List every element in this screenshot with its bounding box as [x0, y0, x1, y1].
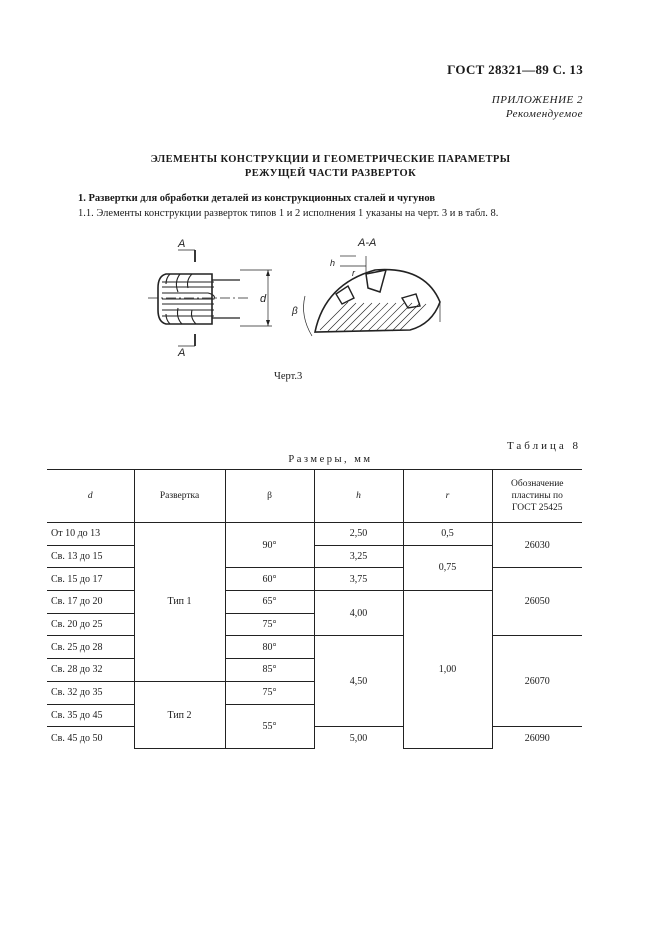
document-title	[0, 153, 661, 181]
appendix-title: ПРИЛОЖЕНИЕ 2	[491, 94, 583, 106]
cell-beta: 60°	[225, 568, 314, 591]
section-hatching	[320, 302, 426, 331]
col-header-h: h	[314, 470, 403, 523]
table-row	[47, 568, 582, 591]
cell-d: Св. 35 до 45	[47, 704, 134, 727]
col-header-d: d	[47, 470, 134, 523]
cell-beta: 80°	[225, 636, 314, 659]
table-row	[47, 727, 582, 749]
cell-h: 4,00	[314, 591, 403, 636]
cell-d: Св. 32 до 35	[47, 681, 134, 704]
cell-r: 1,00	[403, 591, 492, 749]
cell-d: Св. 20 до 25	[47, 613, 134, 636]
cell-beta: 75°	[225, 613, 314, 636]
cell-d: Св. 17 до 20	[47, 591, 134, 614]
cutting-insert	[366, 270, 386, 292]
cell-r: 0,5	[403, 523, 492, 546]
cell-h: 3,75	[314, 568, 403, 591]
cell-type: Тип 1	[134, 523, 225, 682]
document-title-line1: ЭЛЕМЕНТЫ КОНСТРУКЦИИ И ГЕОМЕТРИЧЕСКИЕ ПАРАМЕТРЫ	[150, 154, 511, 165]
reamer-drawing	[140, 232, 450, 362]
cell-plate: 26030	[492, 523, 582, 568]
cell-type: Тип 2	[134, 681, 225, 749]
cell-plate: 26090	[524, 732, 550, 744]
label-r: r	[352, 268, 355, 278]
cell-beta: 90°	[225, 523, 314, 568]
label-a-top: A	[178, 238, 186, 250]
appendix-status: Рекомендуемое	[505, 108, 583, 120]
cell-h: 5,00	[314, 727, 403, 749]
appendix-block	[492, 93, 583, 121]
col-header-razvertka: Развертка	[134, 470, 225, 523]
cell-h: 3,25	[314, 545, 403, 568]
cell-beta: 75°	[225, 681, 314, 704]
cell-r: 0,75	[403, 545, 492, 590]
table-dims-label: Размеры, мм	[288, 454, 373, 465]
label-d: d	[260, 293, 267, 305]
col-header-plate	[492, 470, 582, 523]
cell-d: Св. 45 до 50	[47, 727, 134, 749]
section-heading: 1. Развертки для обработки деталей из конструкционных сталей и чугунов	[78, 193, 435, 204]
gost-header: ГОСТ 28321—89 С. 13	[447, 62, 583, 77]
paragraph-1-1: 1.1. Элементы конструкции разверток типов 1 и 2 исполнения 1 указаны на черт. 3 и в табл. 8.	[78, 208, 499, 219]
label-h: h	[330, 258, 336, 268]
cell-d: Св. 15 до 17	[47, 568, 134, 591]
cell-d: От 10 до 13	[47, 523, 134, 546]
figure-caption: Черт.3	[274, 371, 303, 382]
col-header-r: r	[403, 470, 492, 523]
cell-d: Св. 28 до 32	[47, 659, 134, 682]
document-title-line2: РЕЖУЩЕЙ ЧАСТИ РАЗВЕРТОК	[244, 168, 417, 179]
cell-plate: 26050	[492, 568, 582, 636]
cell-h: 4,50	[314, 636, 403, 727]
section-aa-body	[315, 270, 440, 332]
table-header-row	[47, 470, 582, 523]
table-8	[47, 469, 582, 749]
cell-beta: 55°	[225, 704, 314, 749]
col-header-plate-line2: пластины по	[511, 491, 563, 501]
col-header-plate-line3: ГОСТ 25425	[512, 503, 563, 513]
cell-h: 2,50	[314, 523, 403, 546]
label-a-bottom: A	[178, 347, 186, 359]
table-label: Таблица 8	[506, 440, 581, 452]
label-section-aa: A-A	[358, 237, 377, 249]
cell-beta: 85°	[225, 659, 314, 682]
cell-d: Св. 13 до 15	[47, 545, 134, 568]
col-header-beta: β	[225, 470, 314, 523]
cell-d: Св. 25 до 28	[47, 636, 134, 659]
table-row	[47, 523, 582, 546]
cell-beta: 65°	[225, 591, 314, 614]
reamer-flutes	[162, 274, 214, 324]
label-beta: β	[292, 306, 298, 317]
table-row	[47, 636, 582, 659]
cell-plate: 26070	[492, 636, 582, 727]
col-header-plate-line1: Обозначение	[511, 479, 564, 489]
